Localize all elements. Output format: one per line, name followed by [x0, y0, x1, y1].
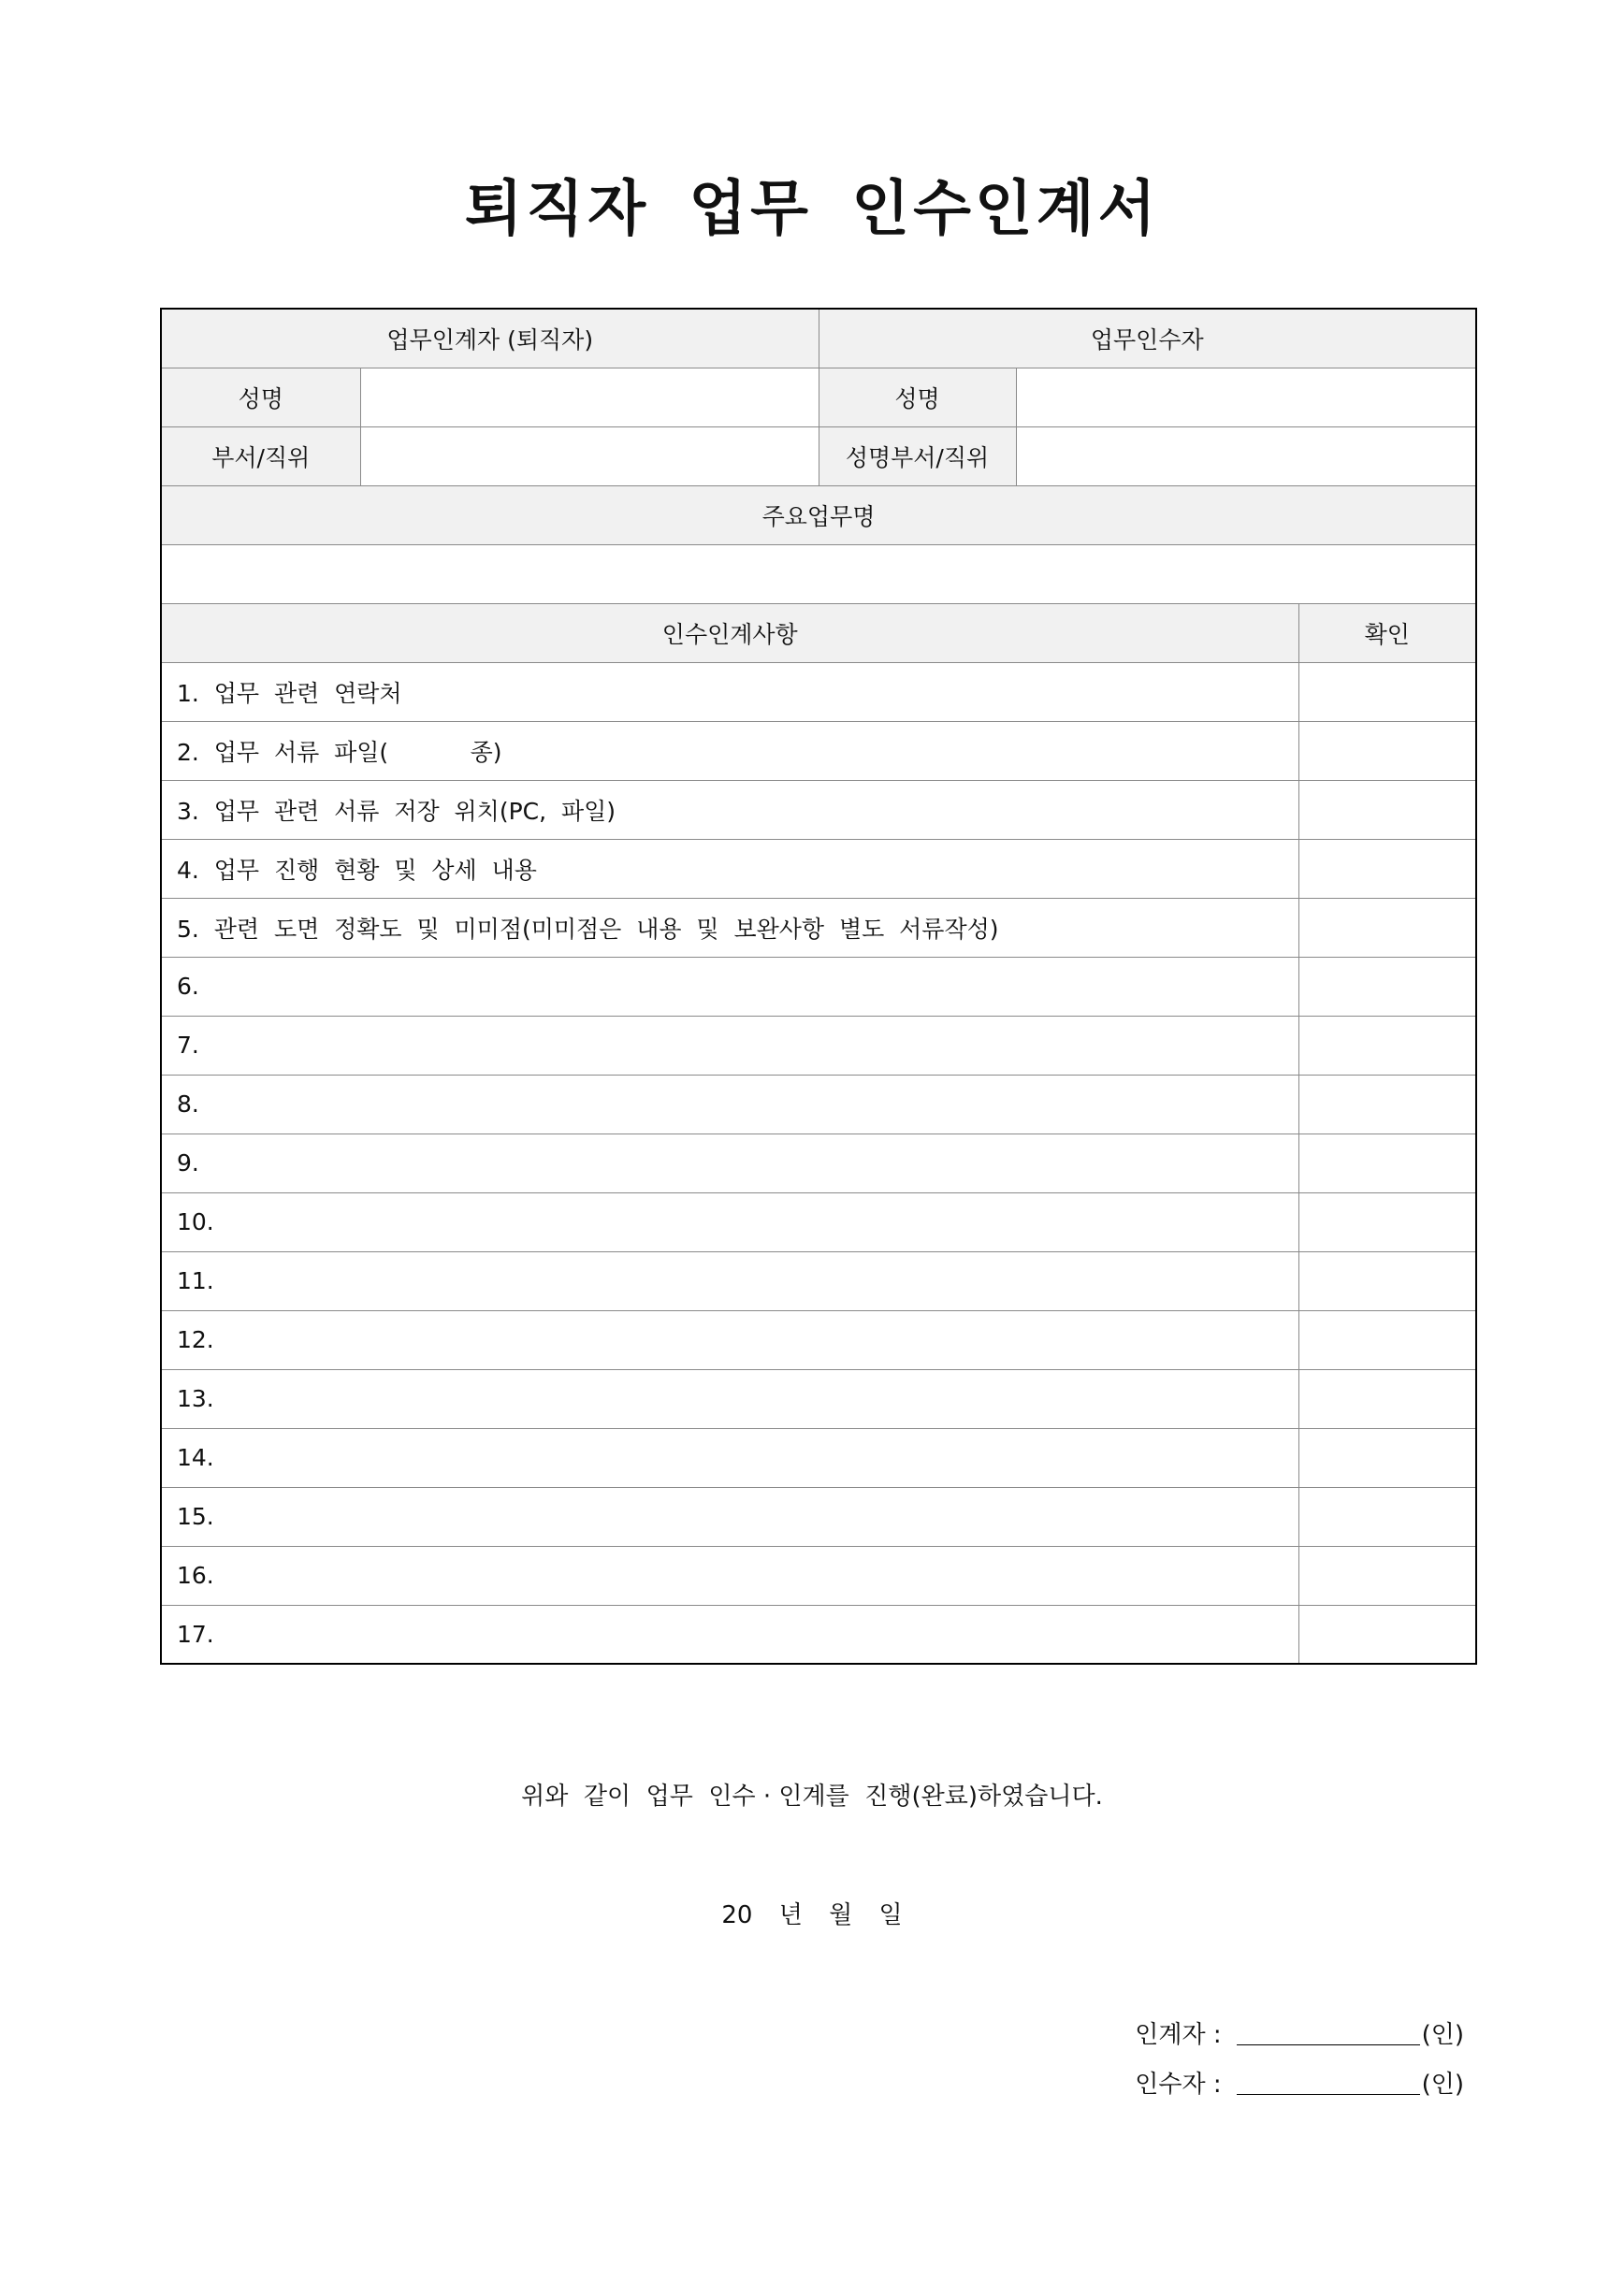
item-text[interactable]: 7.	[161, 1016, 1298, 1075]
confirm-cell[interactable]	[1298, 1605, 1476, 1664]
giver-signature-line[interactable]	[1237, 2043, 1420, 2045]
item-text[interactable]: 17.	[161, 1605, 1298, 1664]
confirm-cell[interactable]	[1298, 1016, 1476, 1075]
receiver-header: 업무인수자	[819, 309, 1476, 368]
item-text[interactable]: 15.	[161, 1487, 1298, 1546]
item-text[interactable]: 8.	[161, 1075, 1298, 1134]
confirm-cell[interactable]	[1298, 1546, 1476, 1605]
item-text[interactable]: 12.	[161, 1310, 1298, 1369]
item-text[interactable]: 11.	[161, 1251, 1298, 1310]
item-text[interactable]: 5. 관련 도면 정확도 및 미미점(미미점은 내용 및 보완사항 별도 서류작성)	[161, 898, 1298, 957]
confirm-cell[interactable]	[1298, 839, 1476, 898]
item-text[interactable]: 3. 업무 관련 서류 저장 위치(PC, 파일)	[161, 780, 1298, 839]
receiver-seal: (인)	[1421, 2071, 1464, 2099]
item-text[interactable]: 2. 업무 서류 파일( 종)	[161, 721, 1298, 780]
item-row	[161, 1369, 1476, 1428]
confirm-cell[interactable]	[1298, 662, 1476, 721]
handover-table	[160, 308, 1477, 1665]
confirm-cell[interactable]	[1298, 1487, 1476, 1546]
item-text[interactable]: 16.	[161, 1546, 1298, 1605]
receiver-name-field[interactable]	[1016, 368, 1476, 426]
item-row	[161, 1310, 1476, 1369]
item-text[interactable]: 1. 업무 관련 연락처	[161, 662, 1298, 721]
document-title: 퇴직자 업무 인수인계서	[464, 175, 1160, 244]
confirm-cell[interactable]	[1298, 1310, 1476, 1369]
receiver-dept-field[interactable]	[1016, 426, 1476, 485]
confirm-cell[interactable]	[1298, 1428, 1476, 1487]
main-task-field[interactable]	[161, 544, 1476, 603]
item-row	[161, 1192, 1476, 1251]
item-row	[161, 721, 1476, 780]
item-row	[161, 839, 1476, 898]
item-row	[161, 957, 1476, 1016]
item-row	[161, 1546, 1476, 1605]
giver-dept-field[interactable]	[360, 426, 819, 485]
confirm-cell[interactable]	[1298, 1134, 1476, 1192]
receiver-name-label: 성명	[819, 368, 1016, 426]
item-row	[161, 780, 1476, 839]
giver-seal: (인)	[1421, 2021, 1464, 2049]
item-row	[161, 1605, 1476, 1664]
date-year: 20	[721, 1901, 753, 1929]
item-row	[161, 1016, 1476, 1075]
item-row	[161, 898, 1476, 957]
item-row	[161, 1487, 1476, 1546]
item-row	[161, 1075, 1476, 1134]
confirm-cell[interactable]	[1298, 898, 1476, 957]
date-line	[0, 1896, 1624, 1930]
giver-name-label: 성명	[161, 368, 360, 426]
item-row	[161, 1251, 1476, 1310]
giver-header: 업무인계자 (퇴직자)	[161, 309, 819, 368]
confirm-cell[interactable]	[1298, 1369, 1476, 1428]
confirm-cell[interactable]	[1298, 1192, 1476, 1251]
item-row	[161, 662, 1476, 721]
receiver-dept-label: 성명부서/직위	[819, 426, 1016, 485]
giver-name-field[interactable]	[360, 368, 819, 426]
giver-signature-label: 인계자 :	[1135, 2021, 1222, 2049]
giver-dept-label: 부서/직위	[161, 426, 360, 485]
item-row	[161, 1428, 1476, 1487]
item-text[interactable]: 14.	[161, 1428, 1298, 1487]
item-text[interactable]: 13.	[161, 1369, 1298, 1428]
main-task-header: 주요업무명	[161, 485, 1476, 544]
date-year-label: 년	[778, 1901, 803, 1929]
date-month-label: 월	[829, 1901, 853, 1929]
confirm-cell[interactable]	[1298, 721, 1476, 780]
item-text[interactable]: 4. 업무 진행 현황 및 상세 내용	[161, 839, 1298, 898]
confirm-cell[interactable]	[1298, 1075, 1476, 1134]
confirm-cell[interactable]	[1298, 957, 1476, 1016]
item-text[interactable]: 10.	[161, 1192, 1298, 1251]
confirm-cell[interactable]	[1298, 1251, 1476, 1310]
receiver-signature-line[interactable]	[1237, 2093, 1420, 2095]
confirm-cell[interactable]	[1298, 780, 1476, 839]
item-text[interactable]: 6.	[161, 957, 1298, 1016]
giver-signature	[1135, 2015, 1464, 2050]
confirm-header: 확인	[1298, 603, 1476, 662]
receiver-signature-label: 인수자 :	[1135, 2071, 1222, 2099]
items-header: 인수인계사항	[161, 603, 1298, 662]
item-row	[161, 1134, 1476, 1192]
date-day-label: 일	[878, 1901, 903, 1929]
item-text[interactable]: 9.	[161, 1134, 1298, 1192]
receiver-signature	[1135, 2065, 1464, 2100]
confirmation-statement: 위와 같이 업무 인수 · 인계를 진행(완료)하였습니다.	[521, 1783, 1103, 1811]
